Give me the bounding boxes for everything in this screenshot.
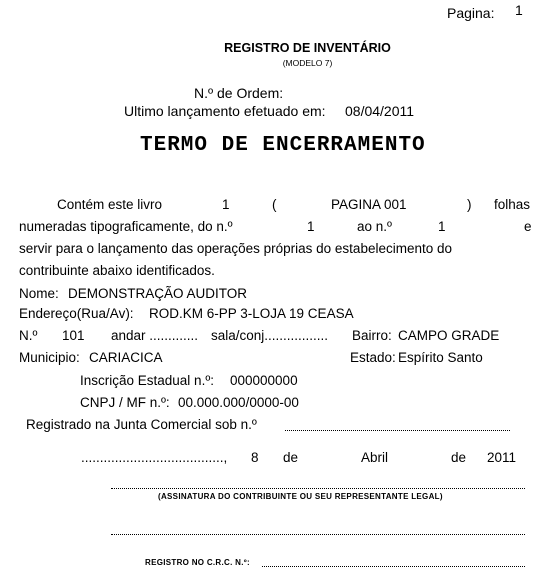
date-day: 8 [251, 450, 259, 465]
crc-label: REGISTRO NO C.R.C. N.º: [145, 558, 250, 567]
folhas-label: folhas [494, 197, 531, 212]
junta-number-line [285, 430, 510, 431]
page-label: Pagina: [447, 5, 495, 21]
book-count: 1 [222, 197, 230, 212]
registry-title: REGISTRO DE INVENTÁRIO [224, 41, 391, 55]
cnpj-label: CNPJ / MF n.º: [80, 395, 170, 410]
date-year: 2011 [487, 450, 517, 465]
cnpj-value: 00.000.000/0000-00 [178, 395, 299, 410]
open-paren: ( [272, 197, 277, 212]
last-entry-date: 08/04/2011 [345, 103, 415, 119]
city-label: Municipio: [19, 350, 80, 365]
state-label: Estado: [350, 350, 396, 365]
date-de-1: de [283, 450, 299, 465]
date-month: Abril [361, 450, 389, 465]
from-number: 1 [307, 219, 315, 234]
order-label: N.º de Ordem: [194, 85, 284, 101]
date-de-2: de [451, 450, 467, 465]
state-registration-value: 000000000 [230, 373, 298, 388]
and-label: e [524, 219, 532, 234]
name-label: Nome: [19, 286, 59, 301]
last-entry-label: Ultimo lançamento efetuado em: [124, 103, 326, 119]
state-registration-label: Inscrição Estadual n.º: [80, 373, 214, 388]
room-label: sala/conj................. [211, 328, 329, 343]
city-value: CARIACICA [89, 350, 163, 365]
address-value: ROD.KM 6-PP 3-LOJA 19 CEASA [149, 306, 354, 321]
floor-label: andar ............. [111, 328, 199, 343]
to-label: ao n.º [357, 219, 392, 234]
state-value: Espírito Santo [398, 350, 483, 365]
signature-line [111, 488, 525, 489]
number-label: N.º [19, 328, 38, 343]
number-value: 101 [62, 328, 85, 343]
junta-label: Registrado na Junta Comercial sob n.º [26, 417, 257, 432]
close-paren: ) [467, 197, 472, 212]
pages-text: PAGINA 001 [331, 197, 407, 212]
company-name: DEMONSTRAÇÃO AUDITOR [68, 286, 248, 301]
address-label: Endereço(Rua/Av): [19, 306, 134, 321]
crc-number-line [262, 566, 525, 567]
to-number: 1 [438, 219, 446, 234]
model-label: (MODELO 7) [282, 58, 333, 68]
place-dots: ......................................, [81, 450, 228, 465]
second-signature-line [111, 534, 525, 535]
document-title: TERMO DE ENCERRAMENTO [140, 134, 426, 157]
district-label: Bairro: [352, 328, 392, 343]
signature-label: (ASSINATURA DO CONTRIBUINTE OU SEU REPRESENTANTE LEGAL) [158, 492, 443, 501]
page-number: 1 [515, 2, 523, 18]
district-value: CAMPO GRADE [398, 328, 500, 343]
numbered-label: numeradas tipograficamente, do n.º [19, 219, 233, 234]
body-line-3: servir para o lançamento das operações próprias do estabelecimento do [19, 241, 453, 256]
contains-label: Contém este livro [57, 197, 163, 212]
body-line-4: contribuinte abaixo identificados. [19, 263, 215, 278]
